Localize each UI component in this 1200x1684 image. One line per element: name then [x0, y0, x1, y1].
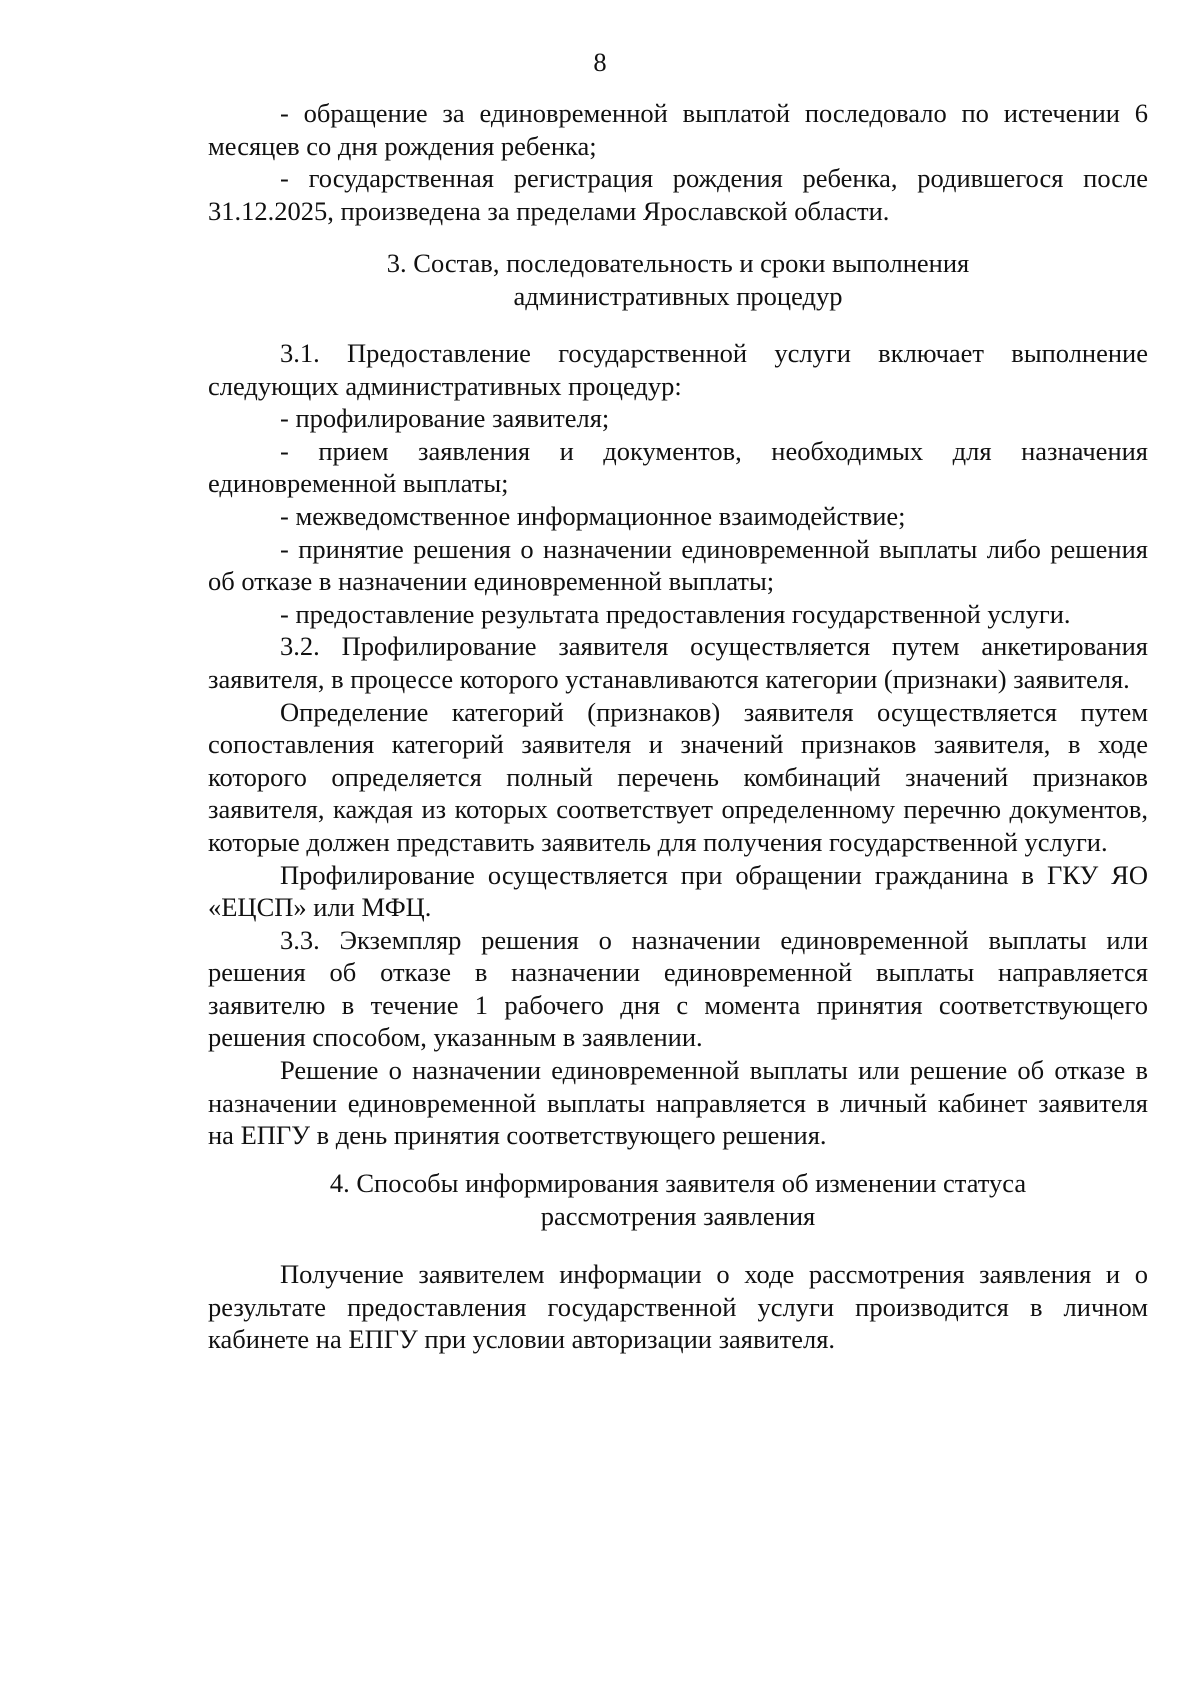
paragraph: 3.2. Профилирование заявителя осуществляется путем анкетирования заявителя, в процессе которого устанавливаются категории (признаки) заявителя. [208, 631, 1148, 694]
list-item: - профилирование заявителя; [280, 403, 610, 434]
section-heading-line: 3. Состав, последовательность и сроки выполнения [386, 248, 970, 278]
list-item: - прием заявления и документов, необходимых для назначения единовременной выплаты; [208, 435, 1148, 499]
section-4-heading [208, 1167, 1148, 1232]
intro-paragraph: - государственная регистрация рождения ребенка, родившегося после 31.12.2025, произведена за пределами Ярославской области. [208, 163, 1148, 226]
section-heading [208, 247, 1148, 312]
section-heading-line: рассмотрения заявления [540, 1200, 816, 1231]
section-4-body [208, 1258, 1148, 1356]
list-item: - предоставление результата предоставления государственной услуги. [280, 598, 1071, 629]
paragraph: Получение заявителем информации о ходе рассмотрения заявления и о результате предоставления государственной услуги производится в личном кабинете на ЕПГУ при условии авторизации заявителя. [208, 1259, 1148, 1355]
intro-block [208, 97, 1148, 227]
list-item: - принятие решения о назначении единовременной выплаты либо решения об отказе в назначении единовременной выплаты; [208, 533, 1148, 597]
page-number: 8 [593, 47, 607, 77]
section-heading-line: 4. Способы информирования заявителя об изменении статуса [329, 1168, 1027, 1198]
section-3-body [208, 337, 1148, 1152]
section-heading-line: административных процедур [513, 280, 843, 311]
section-3-heading [208, 247, 1148, 312]
paragraph: 3.3. Экземпляр решения о назначении единовременной выплаты или решения об отказе в назначении единовременной выплаты направляется заявителю в течение 1 рабочего дня с момента принятия соответствующего решения способом, указанным в заявлении. [208, 924, 1148, 1053]
paragraph: 3.1. Предоставление государственной услуги включает выполнение следующих административных процедур: [208, 338, 1148, 401]
paragraph: Профилирование осуществляется при обращении гражданина в ГКУ ЯО «ЕЦСП» или МФЦ. [208, 859, 1148, 923]
paragraph: Решение о назначении единовременной выплаты или решение об отказе в назначении единовременной выплаты направляется в личный кабинет заявителя на ЕПГУ в день принятия соответствующего решения. [208, 1055, 1148, 1151]
paragraph: Определение категорий (признаков) заявителя осуществляется путем сопоставления категорий заявителя и значений признаков заявителя, в ходе которого определяется полный перечень комбинаций значений признаков заявителя, каждая из которых соответствует определенному перечню документов, которые должен представить заявитель для получения государственной услуги. [208, 696, 1148, 857]
intro-paragraph: - обращение за единовременной выплатой последовало по истечении 6 месяцев со дня рождения ребенка; [208, 98, 1148, 161]
section-heading [208, 1167, 1148, 1232]
list-item: - межведомственное информационное взаимодействие; [280, 500, 906, 531]
